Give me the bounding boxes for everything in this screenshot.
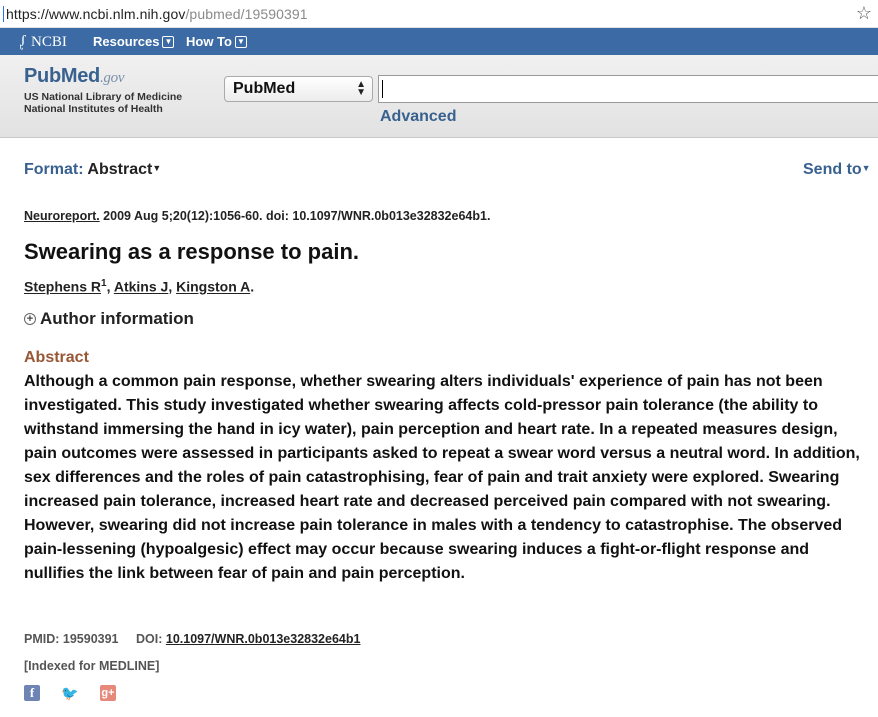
advanced-search-link[interactable]: Advanced <box>380 108 457 125</box>
logo-gov: .gov <box>99 70 125 86</box>
logo-med: Med <box>60 65 100 87</box>
text-caret <box>3 6 4 22</box>
affiliation-marker[interactable]: 1 <box>101 278 107 289</box>
ncbi-top-bar <box>0 28 878 55</box>
search-input[interactable] <box>378 75 878 103</box>
indexing-status: [Indexed for MEDLINE] <box>24 659 160 673</box>
resources-label: Resources <box>93 34 160 49</box>
author-information-label: Author information <box>40 309 194 328</box>
howto-menu[interactable] <box>186 34 247 49</box>
abstract-heading: Abstract <box>24 349 89 366</box>
author-link[interactable]: Stephens R <box>24 278 102 295</box>
author-information-toggle[interactable] <box>24 309 194 329</box>
author-link[interactable]: Kingston A <box>176 278 251 295</box>
format-label: Format: <box>24 161 84 178</box>
article-title: Swearing as a response to pain. <box>24 239 359 264</box>
format-menu[interactable] <box>24 161 161 179</box>
send-to-menu[interactable] <box>803 161 871 179</box>
ncbi-logo-text: NCBI <box>31 33 67 50</box>
article-identifiers <box>24 632 360 646</box>
pmid: PMID: 19590391 <box>24 632 119 646</box>
citation <box>24 209 490 223</box>
abstract-text: Although a common pain response, whether swearing alters individuals' experience of pain has not been investigated. This study investigated whether swearing affects cold-pressor pain tolerance (the ability to withstand immersing the hand in icy water), pain perception and heart rate. In a repeated measures design, pain outcomes were assessed in participants asked to repeat a swear word versus a neutral word. In addition, sex differences and the roles of pain catastrophising, fear of pain and trait anxiety were explored. Swearing increased pain tolerance, increased heart rate and decreased perceived pain compared with not swearing. However, swearing did not increase pain tolerance in males with a tendency to catastrophise. The observed pain-lessening (hypoalgesic) effect may occur because swearing induces a fight-or-flight response and nullifies the link between fear of pain and pain perception. <box>24 373 860 582</box>
logo-pub: Pub <box>24 65 61 87</box>
url-host: https://www.ncbi.nlm.nih.gov <box>6 6 186 22</box>
send-to-label: Send to <box>803 161 862 178</box>
caret-down-icon: ▼ <box>152 163 162 173</box>
journal-link[interactable]: Neuroreport. <box>24 209 100 223</box>
citation-details: 2009 Aug 5;20(12):1056-60. doi: 10.1097/WNR.0b013e32832e64b1. <box>99 209 491 223</box>
expand-plus-icon: + <box>24 313 36 325</box>
author-link[interactable]: Atkins J <box>113 278 169 295</box>
star-icon[interactable]: ☆ <box>855 3 872 23</box>
format-value: Abstract <box>87 161 153 178</box>
database-selected: PubMed <box>233 80 296 97</box>
url-text[interactable] <box>6 6 308 22</box>
author-list: Stephens $R^1$, Atkins J, Kingston A. <box>24 278 255 295</box>
search-header <box>0 55 878 138</box>
browser-address-bar[interactable] <box>0 0 878 28</box>
org-name <box>24 91 182 115</box>
resources-menu[interactable] <box>93 34 174 49</box>
chevron-down-icon: ▼ <box>235 36 247 48</box>
twitter-icon[interactable]: 🐦 <box>61 684 79 701</box>
social-share <box>24 685 116 701</box>
database-select[interactable] <box>224 76 373 102</box>
facebook-icon[interactable]: f <box>24 685 40 701</box>
doi-label: DOI: <box>136 632 163 646</box>
ncbi-logo[interactable] <box>20 33 67 51</box>
caret-down-icon: ▼ <box>861 163 871 173</box>
select-arrows-icon: ▲ ▼ <box>356 79 366 98</box>
chevron-down-icon: ▼ <box>162 36 174 48</box>
pubmed-logo[interactable] <box>24 65 182 115</box>
doi-link[interactable]: 10.1097/WNR.0b013e32832e64b1 <box>165 632 361 646</box>
howto-label: How To <box>186 34 232 49</box>
org-line-2: National Institutes of Health <box>24 103 163 115</box>
org-line-1: US National Library of Medicine <box>24 91 183 103</box>
url-path: /pubmed/19590391 <box>185 6 308 22</box>
google-plus-icon[interactable]: g+ <box>101 687 115 699</box>
text-cursor <box>382 80 383 98</box>
ncbi-helix-icon: ᶘ <box>20 33 28 50</box>
